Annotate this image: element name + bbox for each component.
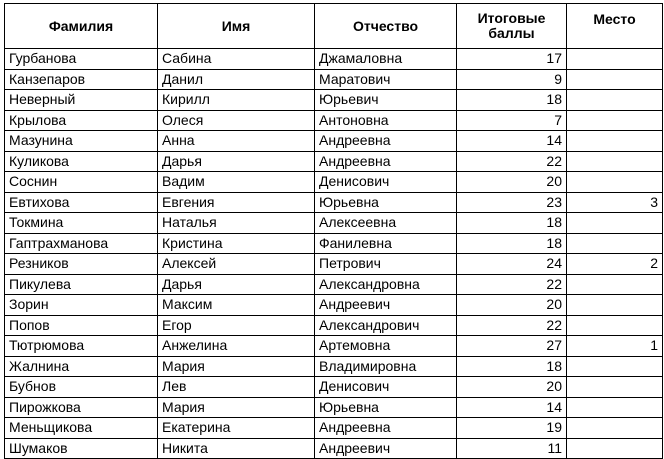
header-patronymic: Отчество <box>315 4 457 49</box>
cell-patronymic: Андреевна <box>315 131 457 152</box>
cell-name: Мария <box>158 356 315 377</box>
table-row <box>5 356 663 377</box>
cell-patronymic: Юрьевич <box>315 90 457 111</box>
cell-place <box>567 295 663 316</box>
cell-name: Данил <box>158 69 315 90</box>
table-row <box>5 295 663 316</box>
cell-score: 18 <box>457 233 567 254</box>
cell-patronymic: Артемовна <box>315 336 457 357</box>
cell-place <box>567 110 663 131</box>
header-surname: Фамилия <box>5 4 158 49</box>
table-row <box>5 69 663 90</box>
cell-name: Вадим <box>158 172 315 193</box>
cell-surname: Пирожкова <box>5 397 158 418</box>
cell-place: 1 <box>567 336 663 357</box>
cell-place <box>567 90 663 111</box>
table-row <box>5 418 663 439</box>
cell-name: Анжелина <box>158 336 315 357</box>
cell-patronymic: Андреевич <box>315 295 457 316</box>
table-row <box>5 233 663 254</box>
cell-name: Егор <box>158 315 315 336</box>
table-row <box>5 90 663 111</box>
cell-score: 24 <box>457 254 567 275</box>
cell-score: 23 <box>457 192 567 213</box>
cell-patronymic: Владимировна <box>315 356 457 377</box>
cell-surname: Жалнина <box>5 356 158 377</box>
cell-name: Дарья <box>158 151 315 172</box>
cell-surname: Канзепаров <box>5 69 158 90</box>
cell-surname: Гурбанова <box>5 49 158 70</box>
cell-surname: Бубнов <box>5 377 158 398</box>
cell-name: Максим <box>158 295 315 316</box>
table-row <box>5 438 663 459</box>
cell-patronymic: Андреевна <box>315 418 457 439</box>
cell-surname: Гаптрахманова <box>5 233 158 254</box>
cell-score: 27 <box>457 336 567 357</box>
cell-place: 3 <box>567 192 663 213</box>
cell-score: 18 <box>457 356 567 377</box>
cell-place <box>567 213 663 234</box>
cell-name: Олеся <box>158 110 315 131</box>
cell-patronymic: Андреевич <box>315 438 457 459</box>
cell-place <box>567 172 663 193</box>
cell-patronymic: Джамаловна <box>315 49 457 70</box>
table-row <box>5 397 663 418</box>
cell-surname: Резников <box>5 254 158 275</box>
cell-surname: Токмина <box>5 213 158 234</box>
cell-place <box>567 356 663 377</box>
cell-score: 14 <box>457 397 567 418</box>
cell-score: 20 <box>457 172 567 193</box>
cell-surname: Попов <box>5 315 158 336</box>
cell-place <box>567 69 663 90</box>
cell-patronymic: Александровна <box>315 274 457 295</box>
cell-patronymic: Маратович <box>315 69 457 90</box>
cell-surname: Зорин <box>5 295 158 316</box>
cell-score: 22 <box>457 274 567 295</box>
cell-patronymic: Юрьевна <box>315 192 457 213</box>
cell-name: Анна <box>158 131 315 152</box>
cell-place: 2 <box>567 254 663 275</box>
cell-surname: Неверный <box>5 90 158 111</box>
header-name: Имя <box>158 4 315 49</box>
table-row <box>5 131 663 152</box>
cell-score: 17 <box>457 49 567 70</box>
cell-name: Никита <box>158 438 315 459</box>
cell-name: Наталья <box>158 213 315 234</box>
table-row <box>5 172 663 193</box>
cell-patronymic: Андреевна <box>315 151 457 172</box>
cell-surname: Куликова <box>5 151 158 172</box>
table-row <box>5 336 663 357</box>
cell-place <box>567 397 663 418</box>
cell-name: Сабина <box>158 49 315 70</box>
cell-patronymic: Антоновна <box>315 110 457 131</box>
cell-name: Екатерина <box>158 418 315 439</box>
cell-score: 22 <box>457 151 567 172</box>
cell-place <box>567 233 663 254</box>
results-table <box>4 3 663 459</box>
table-row <box>5 151 663 172</box>
cell-surname: Евтихова <box>5 192 158 213</box>
cell-score: 20 <box>457 377 567 398</box>
cell-place <box>567 418 663 439</box>
cell-surname: Меньщикова <box>5 418 158 439</box>
cell-score: 14 <box>457 131 567 152</box>
cell-name: Кирилл <box>158 90 315 111</box>
cell-place <box>567 274 663 295</box>
cell-patronymic: Юрьевна <box>315 397 457 418</box>
table-row <box>5 49 663 70</box>
cell-place <box>567 49 663 70</box>
table-row <box>5 213 663 234</box>
cell-score: 18 <box>457 213 567 234</box>
cell-surname: Тютрюмова <box>5 336 158 357</box>
table-row <box>5 274 663 295</box>
cell-place <box>567 438 663 459</box>
cell-patronymic: Алексеевна <box>315 213 457 234</box>
cell-name: Лев <box>158 377 315 398</box>
header-total-score: Итоговые баллы <box>457 4 567 49</box>
table-row <box>5 377 663 398</box>
cell-score: 22 <box>457 315 567 336</box>
cell-patronymic: Петрович <box>315 254 457 275</box>
table-row <box>5 315 663 336</box>
table-row <box>5 110 663 131</box>
header-place: Место <box>567 4 663 49</box>
cell-name: Мария <box>158 397 315 418</box>
header-row <box>5 4 663 49</box>
cell-score: 9 <box>457 69 567 90</box>
cell-name: Кристина <box>158 233 315 254</box>
cell-score: 11 <box>457 438 567 459</box>
cell-score: 7 <box>457 110 567 131</box>
table-row <box>5 192 663 213</box>
cell-score: 19 <box>457 418 567 439</box>
cell-place <box>567 131 663 152</box>
cell-surname: Пикулева <box>5 274 158 295</box>
table-row <box>5 254 663 275</box>
cell-place <box>567 377 663 398</box>
cell-place <box>567 151 663 172</box>
cell-name: Дарья <box>158 274 315 295</box>
cell-surname: Мазунина <box>5 131 158 152</box>
cell-patronymic: Денисович <box>315 172 457 193</box>
cell-name: Алексей <box>158 254 315 275</box>
cell-patronymic: Денисович <box>315 377 457 398</box>
cell-score: 18 <box>457 90 567 111</box>
cell-patronymic: Александрович <box>315 315 457 336</box>
cell-place <box>567 315 663 336</box>
cell-score: 20 <box>457 295 567 316</box>
cell-patronymic: Фанилевна <box>315 233 457 254</box>
cell-name: Евгения <box>158 192 315 213</box>
cell-surname: Соснин <box>5 172 158 193</box>
cell-surname: Крылова <box>5 110 158 131</box>
cell-surname: Шумаков <box>5 438 158 459</box>
